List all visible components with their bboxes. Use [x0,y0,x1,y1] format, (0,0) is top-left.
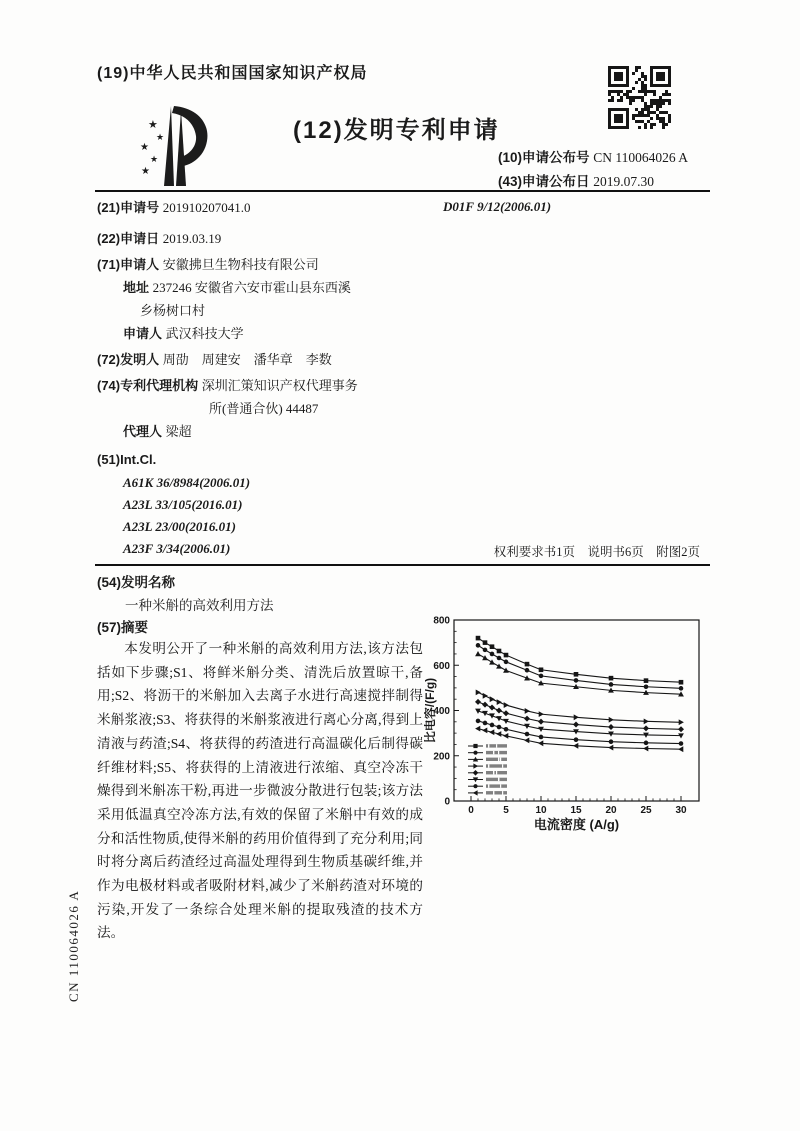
agency-label: (74)专利代理机构 [97,378,199,393]
svg-text:800: 800 [433,615,450,627]
agency-row-2 [209,401,318,417]
svg-text:0: 0 [468,805,474,816]
svg-text:20: 20 [605,805,617,816]
figure-chart [424,600,716,848]
agent-label: 代理人 [123,424,163,439]
inventors-row [97,352,332,368]
applicant2-row [123,326,244,342]
patent-office-name: (19)中华人民共和国国家知识产权局 [97,65,368,82]
address-value-2: 乡杨树口村 [140,303,206,318]
svg-text:25: 25 [640,805,652,816]
ipc-item: A23L 33/105(2016.01) [123,497,243,512]
svg-text:600: 600 [433,660,450,672]
intcl-label: (51)Int.Cl. [97,452,157,467]
publication-date-value: 2019.07.30 [593,174,655,189]
applicant-row [97,257,319,273]
agency-value: 深圳汇策知识产权代理事务 [201,378,358,393]
application-number-value: 201910207041.0 [162,200,251,215]
applicant2-label: 申请人 [123,326,163,341]
section-divider [95,564,710,566]
address-label: 地址 [123,280,150,295]
header-divider [95,190,710,192]
svg-text:15: 15 [570,805,582,816]
intcl-row [97,452,156,468]
application-number-label: (21)申请号 [97,200,160,215]
address-row [123,280,351,296]
svg-text:10: 10 [535,805,547,816]
svg-text:200: 200 [433,751,450,763]
applicant-label: (71)申请人 [97,257,160,272]
side-publication-code: CN 110064026 A [66,889,81,1002]
agency-value-2: 所(普通合伙) 44487 [209,401,319,416]
sipo-logo [120,96,215,188]
application-date-label: (22)申请日 [97,231,160,246]
document-type-title: (12)发明专利申请 [293,117,500,144]
agent-value: 梁超 [165,424,192,439]
applicant-value: 安徽拂旦生物科技有限公司 [162,257,319,272]
svg-text:400: 400 [433,706,450,717]
abstract-label: (57)摘要 [97,620,149,635]
star-icon: ★ [141,166,150,177]
address-row-2 [140,303,205,319]
inventors-label: (72)发明人 [97,352,160,367]
inventors-value: 周劭 周建安 潘华章 李数 [162,352,332,367]
ipc-item: A61K 36/8984(2006.01) [123,475,251,490]
star-icon: ★ [140,142,149,153]
application-date-value: 2019.03.19 [162,231,222,246]
star-icon: ★ [148,119,158,131]
svg-text:电流密度 (A/g): 电流密度 (A/g) [533,817,620,832]
ipc-right-item: D01F 9/12(2006.01) [443,199,552,214]
invention-title: 一种米斛的高效利用方法 [125,598,274,613]
publication-date-line [498,170,654,190]
address-value: 237246 安徽省六安市霍山县东西溪 [152,280,351,295]
agent-row [123,424,192,440]
svg-text:0: 0 [444,796,450,808]
ipc-item: A23L 23/00(2016.01) [123,519,236,534]
pages-info: 权利要求书1页 说明书6页 附图2页 [493,545,700,559]
publication-number-label: (10)申请公布号 [498,150,590,165]
star-icon: ★ [150,154,159,164]
applicant2-value: 武汉科技大学 [165,326,244,341]
ipc-item: A23F 3/34(2006.01) [123,541,231,556]
application-date-row [97,231,221,247]
sipo-logo-graphic [120,96,215,188]
abstract-text: 本发明公开了一种米斛的高效利用方法,该方法包括如下步骤;S1、将鲜米斛分类、清洗后放置晾干,备用;S2、将沥干的米斛加入去离子水进行高速搅拌制得米斛浆液;S3、将获得的米斛浆液进行离心分离,得到上清液与药渣;S4、将获得的药渣进行高温碳化后制得碳纤维材料;S5、将获得的上清液进行浓缩、真空冷冻干燥得到米斛冻干粉,再进一步微波分散进行包装;该方法采用低温真空冷冻方法,有效的保留了米斛中有效的成分和活性物质,使得米斛的药用价值得到了充分利用;同时将分离后药渣经过高温处理得到生物质基碳纤维,并作为电极材料或者吸附材料,减少了米斛药渣对环境的污染,开发了一条综合处理米斛的提取残渣的技术方法。 [97,641,423,941]
publication-number-line [498,146,688,166]
svg-text:比电容/(F/g): 比电容/(F/g) [424,677,437,744]
qr-code [608,66,671,129]
publication-number-value: CN 110064026 A [593,150,689,165]
star-icon: ★ [156,132,165,142]
svg-text:30: 30 [675,805,687,816]
application-number-row [97,200,251,216]
publication-date-label: (43)申请公布日 [498,174,590,189]
svg-text:5: 5 [503,805,509,816]
invention-title-label: (54)发明名称 [97,575,176,590]
agency-row [97,378,358,394]
